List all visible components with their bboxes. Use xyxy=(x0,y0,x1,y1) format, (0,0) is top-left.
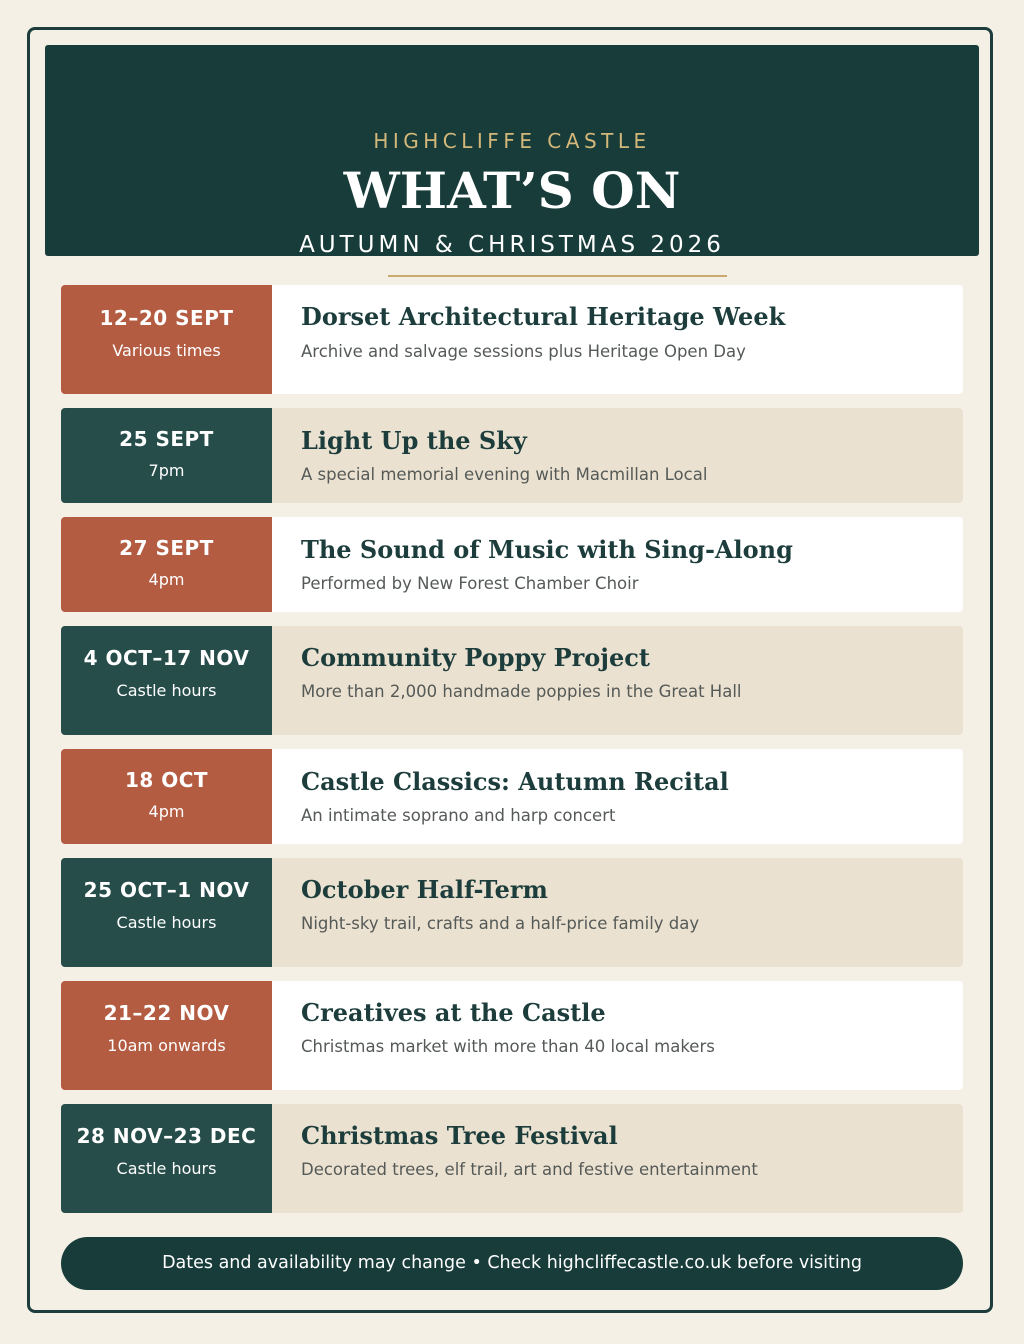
event-row-autumn-recital xyxy=(61,749,963,844)
event-row-sound-of-music xyxy=(61,517,963,612)
event-title: Light Up the Sky xyxy=(301,426,527,455)
event-description: Decorated trees, elf trail, art and festive entertainment xyxy=(301,1160,758,1179)
event-row-tree-festival xyxy=(61,1104,963,1213)
event-date: 4 OCT–17 NOV xyxy=(83,646,250,670)
event-time: 4pm xyxy=(148,802,185,821)
footer-notice: Dates and availability may change • Check highcliffecastle.co.uk before visiting xyxy=(61,1237,963,1290)
event-description: Christmas market with more than 40 local makers xyxy=(301,1037,715,1056)
event-date: 18 OCT xyxy=(124,768,209,792)
event-row-poppy-project xyxy=(61,626,963,735)
event-row-half-term xyxy=(61,858,963,967)
event-row-creatives-market xyxy=(61,981,963,1090)
event-title: The Sound of Music with Sing-Along xyxy=(301,535,793,564)
season-subtitle: AUTUMN & CHRISTMAS 2026 xyxy=(299,232,725,258)
event-title: Christmas Tree Festival xyxy=(301,1121,618,1150)
event-title: October Half-Term xyxy=(301,875,548,904)
event-title: Creatives at the Castle xyxy=(301,998,606,1027)
event-description: Performed by New Forest Chamber Choir xyxy=(301,574,639,593)
event-date: 25 OCT–1 NOV xyxy=(83,878,250,902)
event-time: 10am onwards xyxy=(107,1036,226,1055)
event-time: Various times xyxy=(112,341,221,360)
event-title: Dorset Architectural Heritage Week xyxy=(301,302,786,331)
event-date-block xyxy=(61,285,272,394)
event-time: Castle hours xyxy=(116,913,217,932)
event-date: 28 NOV–23 DEC xyxy=(76,1124,257,1148)
event-description: More than 2,000 handmade poppies in the Great Hall xyxy=(301,682,742,701)
event-time: 7pm xyxy=(148,461,185,480)
event-row-heritage-week xyxy=(61,285,963,394)
event-title: Community Poppy Project xyxy=(301,643,650,672)
page-title: WHAT’S ON xyxy=(343,161,681,220)
event-date: 21–22 NOV xyxy=(103,1001,230,1025)
event-date: 25 SEPT xyxy=(119,427,214,451)
event-title: Castle Classics: Autumn Recital xyxy=(301,767,729,796)
event-date-block xyxy=(61,1104,272,1213)
event-date-block xyxy=(61,408,272,503)
event-time: Castle hours xyxy=(116,1159,217,1178)
event-date-block xyxy=(61,981,272,1090)
event-date-block xyxy=(61,517,272,612)
event-date-block xyxy=(61,749,272,844)
event-description: Archive and salvage sessions plus Heritage Open Day xyxy=(301,342,746,361)
event-date-block xyxy=(61,858,272,967)
event-description: Night-sky trail, crafts and a half-price family day xyxy=(301,914,700,933)
event-date-block xyxy=(61,626,272,735)
header-banner xyxy=(45,45,979,256)
event-date: 12–20 SEPT xyxy=(99,306,234,330)
event-date: 27 SEPT xyxy=(119,536,214,560)
event-time: 4pm xyxy=(148,570,185,589)
event-time: Castle hours xyxy=(116,681,217,700)
event-row-light-up-the-sky xyxy=(61,408,963,503)
venue-name: HIGHCLIFFE CASTLE xyxy=(373,129,651,153)
event-description: A special memorial evening with Macmillan Local xyxy=(301,465,708,484)
event-description: An intimate soprano and harp concert xyxy=(301,806,616,825)
header-divider xyxy=(388,275,727,277)
